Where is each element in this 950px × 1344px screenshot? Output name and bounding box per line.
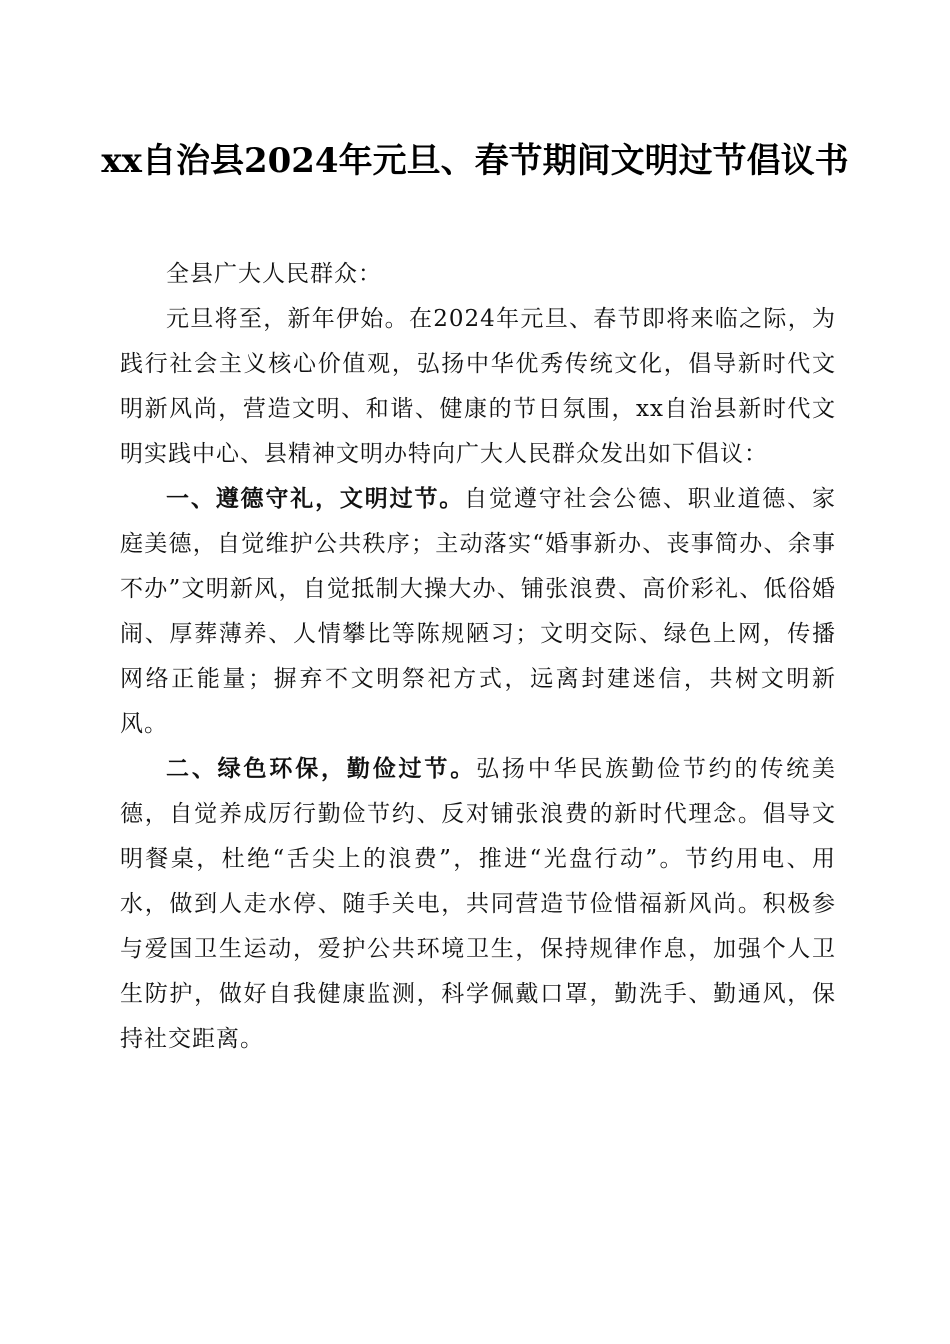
section-paragraph-1 bbox=[120, 477, 836, 747]
document-body bbox=[120, 252, 836, 1062]
intro-paragraph: 元旦将至，新年伊始。在2024年元旦、春节即将来临之际，为践行社会主义核心价值观，弘扬中华优秀传统文化，倡导新时代文明新风尚，营造文明、和谐、健康的节日氛围，xx自治县新时代文明实践中心、县精神文明办特向广大人民群众发出如下倡议： bbox=[120, 306, 836, 467]
salutation: 全县广大人民群众： bbox=[166, 261, 382, 287]
document-title: xx自治县2024年元旦、春节期间文明过节倡议书 bbox=[101, 141, 849, 181]
section-text-2: 弘扬中华民族勤俭节约的传统美德，自觉养成厉行勤俭节约、反对铺张浪费的新时代理念。倡导文明餐桌，杜绝“舌尖上的浪费”，推进“光盘行动”。节约用电、用水，做到人走水停、随手关电，共同营造节俭惜福新风尚。积极参与爱国卫生运动，爱护公共环境卫生，保持规律作息，加强个人卫生防护，做好自我健康监测，科学佩戴口罩，勤洗手、勤通风，保持社交距离。 bbox=[120, 756, 837, 1052]
section-paragraph-2 bbox=[120, 747, 836, 1062]
section-text-1: 自觉遵守社会公德、职业道德、家庭美德，自觉维护公共秩序；主动落实“婚事新办、丧事简办、余事不办”文明新风，自觉抵制大操大办、铺张浪费、高价彩礼、低俗婚闹、厚葬薄养、人情攀比等陈规陋习；文明交际、绿色上网，传播网络正能量；摒弃不文明祭祀方式，远离封建迷信，共树文明新风。 bbox=[120, 486, 837, 737]
section-heading-1: 一、遵德守礼，文明过节。 bbox=[166, 486, 465, 512]
section-heading-2: 二、绿色环保，勤俭过节。 bbox=[166, 756, 477, 782]
